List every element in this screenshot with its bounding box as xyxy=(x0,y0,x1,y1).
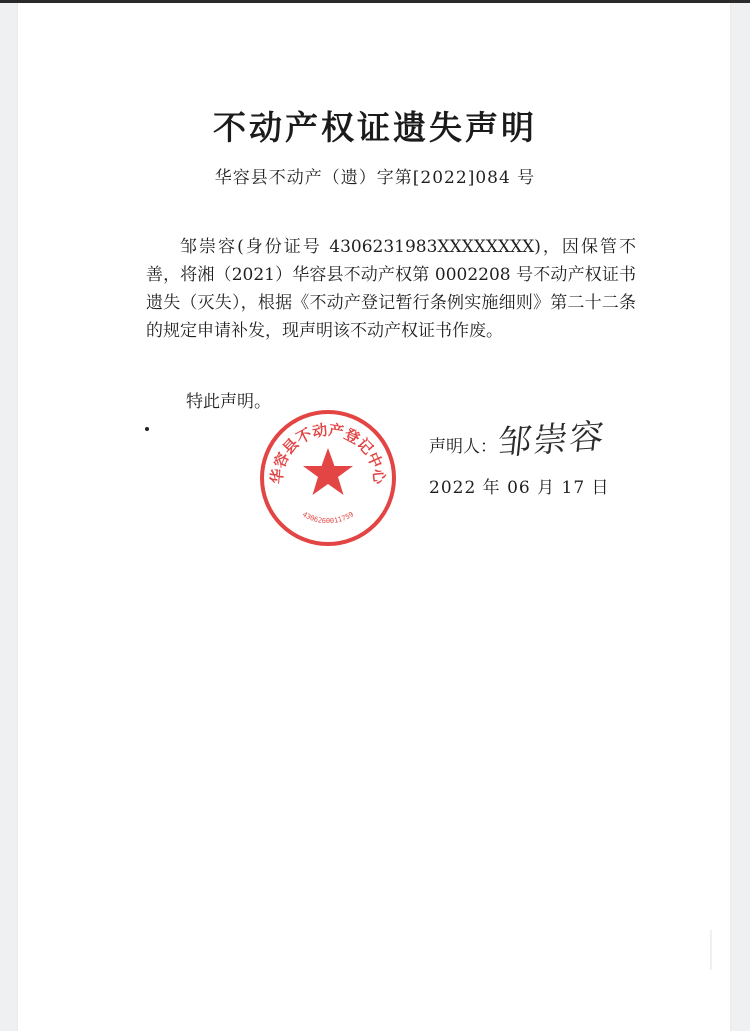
handwritten-signature: 邹崇容 xyxy=(495,416,608,464)
declaration-date: 2022 年 06 月 17 日 xyxy=(429,478,610,498)
scan-artifact xyxy=(710,930,712,970)
declaration-body xyxy=(146,233,636,345)
document-title: 不动产权证遗失声明 xyxy=(213,108,537,147)
scan-speck xyxy=(145,427,149,431)
svg-text:4306260011759 xyxy=(301,510,355,525)
declaration-paragraph: 邹崇容(身份证号 4306231983XXXXXXXX)，因保管不善，将湘（2021）华容县不动产权第 0002208 号不动产权证书遗失（灭失），根据《不动产登记暂行条例实施细则》第二十二条的规定申请补发，现声明该不动产权证书作废。 xyxy=(146,237,636,341)
declarant-label: 声明人： xyxy=(429,437,497,457)
seal-text: 华容县不动产登记中心 xyxy=(267,420,389,485)
document-number: 华容县不动产（遗）字第[2022]084 号 xyxy=(214,168,536,188)
seal-number: 4306260011759 xyxy=(300,510,356,526)
closing-statement: 特此声明。 xyxy=(186,392,271,412)
seal-star-icon xyxy=(303,448,353,495)
official-seal xyxy=(258,408,398,548)
